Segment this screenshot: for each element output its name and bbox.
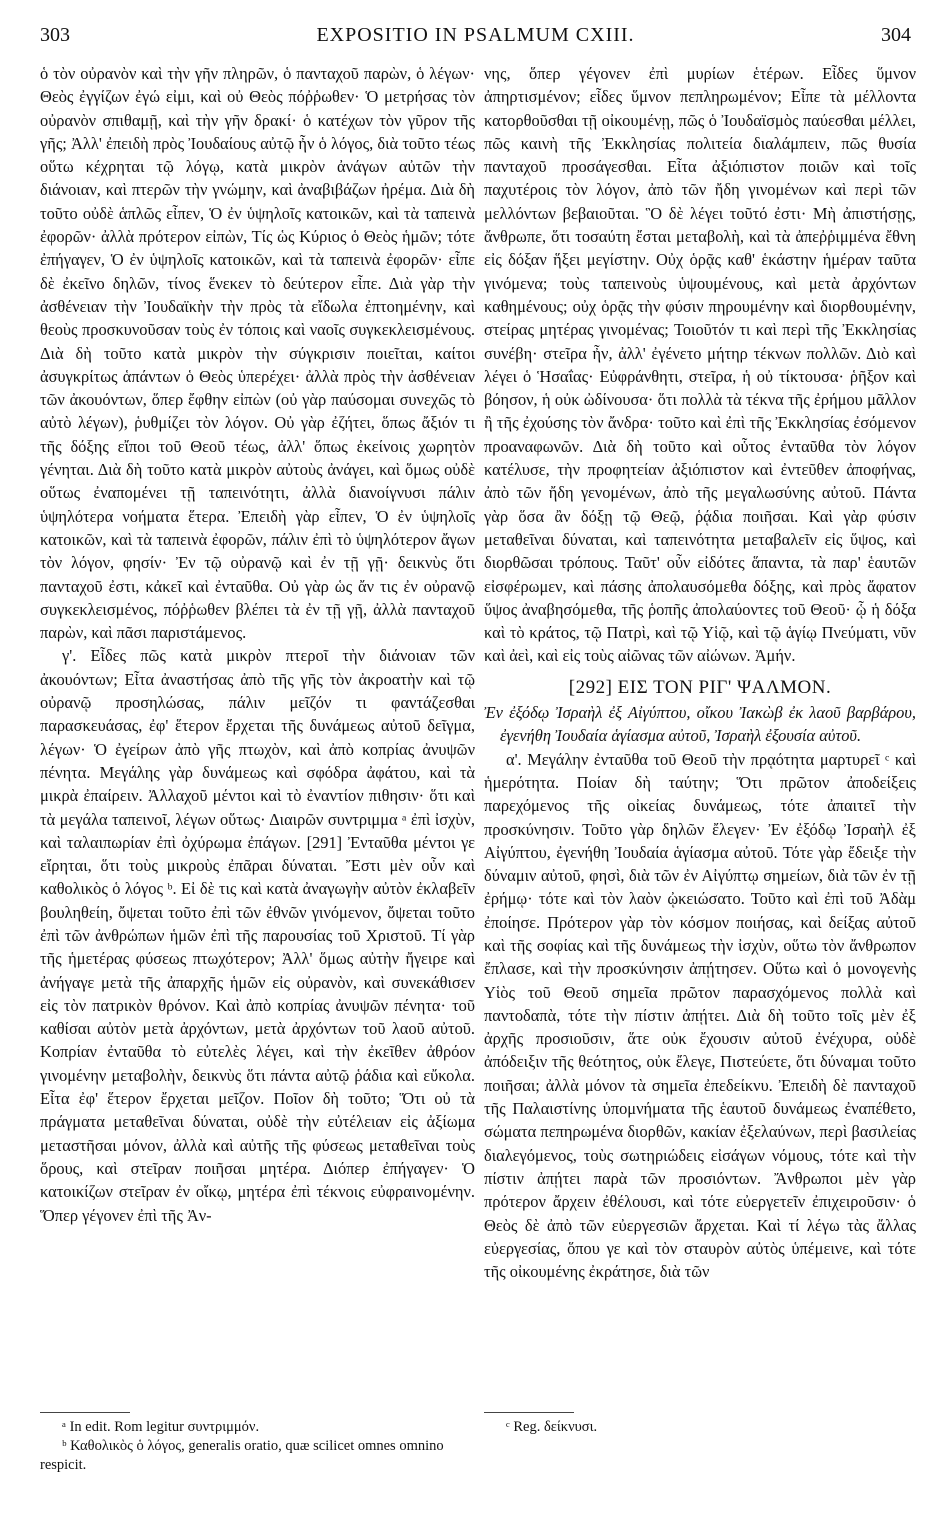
left-paragraph-2: γ'. Εἶδες πῶς κατὰ μικρὸν πτεροῖ τὴν διάνοιαν τῶν ἀκουόντων; Εἶτα ἀναστήσας ἀπὸ τῆς γῆς τὸν ἀκροατὴν καὶ τῷ οὐρανῷ προσηλώσας, πάλιν μεῖζόν τι φαντάζεσθαι παρασκευάσας, ἐφ' ἕτερον ἔρχεται τῆς δυνάμεως αὐτοῦ δεῖγμα, λέγων· Ὁ ἐγείρων ἀπὸ γῆς πτωχὸν, καὶ ἀπὸ κοπρίας ἀνυψῶν πένητα. Μεγάλης γὰρ δυνάμεως καὶ σφόδρα ἀφάτου, καὶ τὰ μικρὰ ἐπαίρειν. Ἀλλαχοῦ μέντοι καὶ τὸ ἐναντίον πιθησιν· ὅτι καὶ τὰ μεγάλα ταπεινοῖ, λέγων οὕτως· Διαιρῶν συντριμμα ᵃ ἐπὶ ἰσχὺν, καὶ ταλαιπωρίαν ἐπὶ ὀχύρωμα ἐπάγων. [291] Ἐνταῦθα μέντοι γε εἴρηται, ὅτι τοὺς μικροὺς ἐπᾶραι δύναται. Ἔστι μὲν οὖν καὶ καθολικὸς ὁ λόγος ᵇ. Εἰ δὲ τις καὶ κατὰ ἀναγωγὴν αὐτὸν ἐκλαβεῖν βουληθείη, ὄψεται τοῦτο ἐπὶ τῶν ἐθνῶν γινόμενον, ὄψεται τοῦτο ἐπὶ τῶν ἀνθρώπων ἡμῶν ἐπὶ τῆς παρουσίας τοῦ Χριστοῦ. Τί γὰρ τῆς ἡμετέρας φύσεως πτωχότερον; Ἀλλ' ὅμως αὐτὴν ἤγειρε καὶ ἀνήγαγε μετὰ τῆς ἀπαρχῆς ἡμῶν εἰς οὐρανὸν, καὶ συνεκάθισεν εἰς τὸν πατρικὸν θρόνον. Καὶ ἀπὸ κοπρίας ἀνυψῶν πένητα· τοῦ καθίσαι αὐτὸν μετὰ ἀρχόντων, μετὰ ἀρχόντων τοῦ λαοῦ αὐτοῦ. Κοπρίαν ἐνταῦθα τὸ εὐτελὲς λέγει, καὶ τὴν ἐκεῖθεν ἀθρόον γινομένην μεταβολὴν, δεικνὺς ὅτι πάντα αὐτῷ ῥάδια καὶ εὔκολα. Εἶτα ἐφ' ἕτερον ἔρχεται μεῖζον. Ποῖον δὴ τοῦτο; Ὅτι οὐ τὰ πράγματα μεταθεῖναι δύναται, οὐδὲ τὴν εὐτέλειαν εἰς ἀξίωμα μεταστῆσαι μόνον, ἀλλὰ καὶ αὐτῆς τῆς φύσεως μεταθεῖναι τοὺς ὅρους, καὶ στεῖραν ποιῆσαι μητέρα. Διόπερ ἐπήγαγεν· Ὁ κατοικίζων στεῖραν ἐν οἴκῳ, μητέρα ἐπὶ τέκνοις εὐφραινομένην. Ὅπερ γέγονεν ἐπὶ τῆς Ἀν- — [40, 646, 475, 1225]
psalm-heading: [292] ΕΙΣ ΤΟΝ ΡΙΓ' ΨΑΛΜΟΝ. — [568, 676, 832, 698]
running-header — [40, 24, 911, 52]
footnotes-left — [40, 1418, 475, 1475]
right-paragraph-2: α'. Μεγάλην ἐνταῦθα τοῦ Θεοῦ τὴν πρᾳότητα μαρτυρεῖ ᶜ καὶ ἡμερότητα. Ποίαν δὴ ταύτην; Ὅτι πρῶτον ἀποδείξεις παρεχόμενος τῆς οἰκείας δυνάμεως, τότε ἀπαιτεῖ τὴν προσκύνησιν. Τοῦτο γὰρ δηλῶν ἔλεγεν· Ἐν ἐξόδῳ Ἰσραὴλ ἐξ Αἰγύπτου, ἐγενήθη Ἰουδαία ἁγίασμα αὐτοῦ. Τότε γὰρ ἔδειξε τὴν δύναμιν αὐτοῦ, φησὶ, διὰ τῶν ἐν Αἰγύπτῳ σημείων, διὰ τῶν ἐν τῇ ἐρήμῳ· τότε καὶ τὸν λαὸν ᾠκειώσατο. Τοῦτο καὶ ἐπὶ τοῦ Ἀδὰμ ἐποίησε. Πρότερον γὰρ τὸν κόσμον ποιήσας, καὶ δείξας αὐτοῦ καὶ τῆς σοφίας καὶ τῆς δυνάμεως τὴν ἰσχὺν, οὕτω τὸν ἄνθρωπον ἔπλασε, καὶ τὴν προσκύνησιν ἀπῄτησεν. Οὕτω καὶ ὁ μονογενὴς Υἱὸς τοῦ Θεοῦ σημεῖα πρῶτον παρασχόμενος πολλὰ καὶ παντοδαπὰ, τότε τὴν πίστιν ἀπῄτει. Διὰ δὴ τοῦτο τοῖς μὲν ἐξ ἀρχῆς προσιοῦσιν, ἅτε οὐκ ἔχουσιν αὐτοῦ ἐνέχυρα, οὐδὲ ἀπόδειξιν τῆς θεότητος, οὐκ ἔλεγε, Πιστεύετε, ὅτι δύναμαι τοῦτο ποιῆσαι; ἀλλὰ μόνον τὰ σημεῖα ἐπεδείκνυ. Ἐπειδὴ δὲ πανταχοῦ τῆς Παλαιστίνης ὑπομνήματα τῆς ἑαυτοῦ δυνάμεως ἐναπέθετο, σώματα πεπηρωμένα διορθῶν, κακίαν ἐξελαύνων, περὶ βασιλείας διαλεγόμενος, τοὺς σωτηριώδεις εἰσάγων νόμους, τότε καὶ τὴν πίστιν ἀπῄτει παρὰ τῶν προσιόντων. Ἄνθρωποι μὲν γὰρ πρότερον ἄρχειν ἐθέλουσι, καὶ τότε εὐεργετεῖν ἐπιχειροῦσιν· ὁ Θεὸς δὲ ἀπὸ τῶν εὐεργεσιῶν ἄρχεται. Καὶ τί λέγω τὰς ἄλλας εὐεργεσίας, ὅπου γε καὶ τὸν σταυρὸν αὐτὸς ὑπέμεινε, καὶ τότε τῆς οἰκουμένης ἐκράτησε, διὰ τῶν — [484, 749, 916, 1282]
footnote-b: ᵇ Καθολικὸς ὁ λόγος, generalis oratio, quæ scilicet omnes omnino respicit. — [40, 1438, 444, 1473]
page-number-right: 304 — [881, 24, 911, 46]
page-number-left: 303 — [40, 24, 70, 46]
right-paragraph-1: νης, ὅπερ γέγονεν ἐπὶ μυρίων ἑτέρων. Εἶδες ὕμνον ἀπηρτισμένον; εἶδες ὕμνον πεπληρωμένον; Εἶπε τὰ μέλλοντα κατορθοῦσθαι τῇ οἰκουμένῃ, πῶς ὁ Ἰουδαϊσμὸς παύεσθαι μέλλει, πῶς καινὴ τῆς Ἐκκλησίας πολιτεία διαλάμπειν, πῶς θυσία πανταχοῦ προσάγεσθαι. Εἶτα ἀξιόπιστον ποιῶν καὶ τοῖς παχυτέροις τὸν λόγον, ἀπὸ τῶν ἤδη γινομένων καὶ περὶ τῶν μελλόντων βεβαιοῦται. Ὃ δὲ λέγει τοῦτό ἐστι· Μὴ ἀπιστήσῃς, ἄνθρωπε, ὅτι τοσαύτη ἔσται μεταβολὴ, καὶ τὰ ἀπεῤῥιμμένα ἔθνη εἰς δόξαν ἥξει μεγίστην. Οὐχ ὁρᾷς καθ' ἑκάστην ἡμέραν ταῦτα γινόμενα; τοὺς ταπεινοὺς ὑψουμένους, καὶ μετὰ ἀρχόντων καθημένους; οὐχ ὁρᾷς τὴν φύσιν πηρουμένην καὶ διορθουμένην, στείρας μητέρας γινομένας; Τοιοῦτόν τι καὶ περὶ τῆς Ἐκκλησίας συνέβη· στεῖρα ἦν, ἀλλ' ἐγένετο μήτηρ τέκνων πολλῶν. Διὸ καὶ λέγει ὁ Ἡσαΐας· Εὐφράνθητι, στεῖρα, ἡ οὐ τίκτουσα· ῥῆξον καὶ βόησον, ἡ οὐκ ὠδίνουσα· ὅτι πολλὰ τὰ τέκνα τῆς ἐρήμου μᾶλλον ἢ τῆς ἐχούσης τὸν ἄνδρα· τοῦτο καὶ ἐπὶ τῆς Ἐκκλησίας ἐσόμενον προαναφωνῶν. Διὰ δὴ τοῦτο καὶ οὗτος ἐνταῦθα τὸν λόγον κατέλυσε, τὴν προφητείαν ἀξιόπιστον καὶ ἐντεῦθεν ἀποφήνας, ἀπὸ τῶν ἤδη γενομένων, ἀπὸ τῆς μεγαλωσύνης αὐτοῦ. Πάντα γὰρ ὅσα ἂν δόξῃ τῷ Θεῷ, ῥᾴδια ποιῆσαι. Καὶ γὰρ φύσιν μεταθεῖναι δύναται, καὶ ταπεινότητα μεταβαλεῖν εἰς ὕψος, καὶ διορθῶσαι τρόπους. Ταῦτ' οὖν εἰδότες ἅπαντα, τὰ παρ' ἑαυτῶν εἰσφέρωμεν, καὶ πάσης ἀπολαυσόμεθα δόξης, καὶ πρὸς ἄφατον ὕψος ἀναβησόμεθα, τῆς ῥοπῆς ἀπολαύοντες τοῦ Θεοῦ· ᾧ ἡ δόξα καὶ τὸ κράτος, τῷ Πατρὶ, καὶ τῷ Υἱῷ, καὶ τῷ ἁγίῳ Πνεύματι, νῦν καὶ ἀεὶ, καὶ εἰς τοὺς αἰῶνας τῶν αἰώνων. Ἀμήν. — [484, 64, 916, 666]
left-paragraph-1: ὁ τὸν οὐρανὸν καὶ τὴν γῆν πληρῶν, ὁ πανταχοῦ παρὼν, ὁ λέγων· Θεὸς ἐγγίζων ἐγώ εἰμι, καὶ οὐ Θεὸς πόῤῥωθεν· Ὁ μετρήσας τὸν οὐρανὸν σπιθαμῇ, καὶ τὴν γῆν δρακί· ὁ κατέχων τὸν γῦρον τῆς γῆς; Ἀλλ' ἐπειδὴ πρὸς Ἰουδαίους αὐτῷ ἦν ὁ λόγος, διὰ τοῦτο τέως οὕτω κέχρηται τῷ λόγῳ, κατὰ μικρὸν ἀνάγων αὐτῶν τὴν διάνοιαν, καὶ πτερῶν τὴν γνώμην, καὶ ἀναβιβάζων ἠρέμα. Διὰ δὴ τοῦτο οὐδὲ ἁπλῶς εἶπεν, Ὁ ἐν ὑψηλοῖς κατοικῶν, καὶ τὰ ταπεινὰ ἐφορῶν· ἀλλὰ πρότερον εἰπὼν, Τίς ὡς Κύριος ὁ Θεὸς ἡμῶν; τότε ἐπήγαγεν, Ὁ ἐν ὑψηλοῖς κατοικῶν, καὶ τὰ ταπεινὰ ἐφορῶν· εἶπε δὲ ἐκεῖνο δηλῶν, τίνος ἕνεκεν τὸ δεύτερον εἶπε. Διὰ γὰρ τὴν ἀσθένειαν τὴν Ἰουδαϊκὴν τὴν πρὸς τὰ εἴδωλα ἐπτοημένην, καὶ θεοὺς προσκυνοῦσαν τοὺς ἐν τόποις καὶ ναοῖς συγκεκλεισμένους. Διὰ δὴ τοῦτο κατὰ μικρὸν τὴν σύγκρισιν ποιεῖται, καίτοι ἀσυγκρίτως ἁπάντων ὁ Θεὸς ὑπερέχει· ἀλλὰ πρὸς τὴν ἀσθένειαν τῶν ἀκουόντων, ὅπερ ἔφθην εἰπὼν (οὐ γὰρ παύσομαι συνεχῶς τὸ αὐτὸ λέγων), ῥυθμίζει τὸν λόγον. Οὐ γὰρ ἐζήτει, ὅπως ἄξιόν τι τῆς δόξης εἴποι τοῦ Θεοῦ τέως, ἀλλ' ὅπως ἐκείνοις χωρητὸν γένηται. Διὰ δὴ τοῦτο κατὰ μικρὸν αὐτοὺς ἀνάγει, καὶ ὅμως οὐδὲ οὕτως ἐναπομένει τῇ ταπεινότητι, ἀλλὰ διανοίγνυσι πάλιν ὑψηλότερα νοήματα ἕτερα. Ἐπειδὴ γὰρ εἶπεν, Ὁ ἐν ὑψηλοῖς κατοικῶν, καὶ τὰ ταπεινὰ ἐφορῶν, πάλιν ἐπὶ τὸ ὑψηλότερον ἄγων τὸν λόγον, φησίν· Ἐν τῷ οὐρανῷ καὶ ἐν τῇ γῇ· δεικνὺς ὅτι πανταχοῦ ἐστι, κἀκεῖ καὶ ἐνταῦθα. Οὐ γὰρ ὡς ἄν τις ἐν οὐρανῷ συγκεκλεισμένος, πόῤῥωθεν βλέπει τὰ ἐν τῇ γῇ, ἀλλὰ πανταχοῦ παρὼν, καὶ πᾶσι παριστάμενος. — [40, 64, 475, 643]
left-column — [40, 62, 475, 1227]
footnotes-right — [484, 1418, 916, 1437]
right-column — [484, 62, 916, 1283]
footnote-rule-right — [484, 1412, 574, 1413]
running-title: EXPOSITIO IN PSALMUM CXIII. — [316, 24, 635, 46]
psalm-subtitle: Ἐν ἐξόδῳ Ἰσραὴλ ἐξ Αἰγύπτου, οἴκου Ἰακὼβ ἐκ λαοῦ βαρβάρου, ἐγενήθη Ἰουδαία ἁγίασμα αὐτοῦ, Ἰσραὴλ ἐξουσία αὐτοῦ. — [484, 703, 916, 746]
footnote-rule-left — [40, 1412, 130, 1413]
footnote-c: ᶜ Reg. δείκνυσι. — [506, 1419, 598, 1435]
footnote-a: ᵃ In edit. Rom legitur συντριμμόν. — [62, 1419, 260, 1435]
